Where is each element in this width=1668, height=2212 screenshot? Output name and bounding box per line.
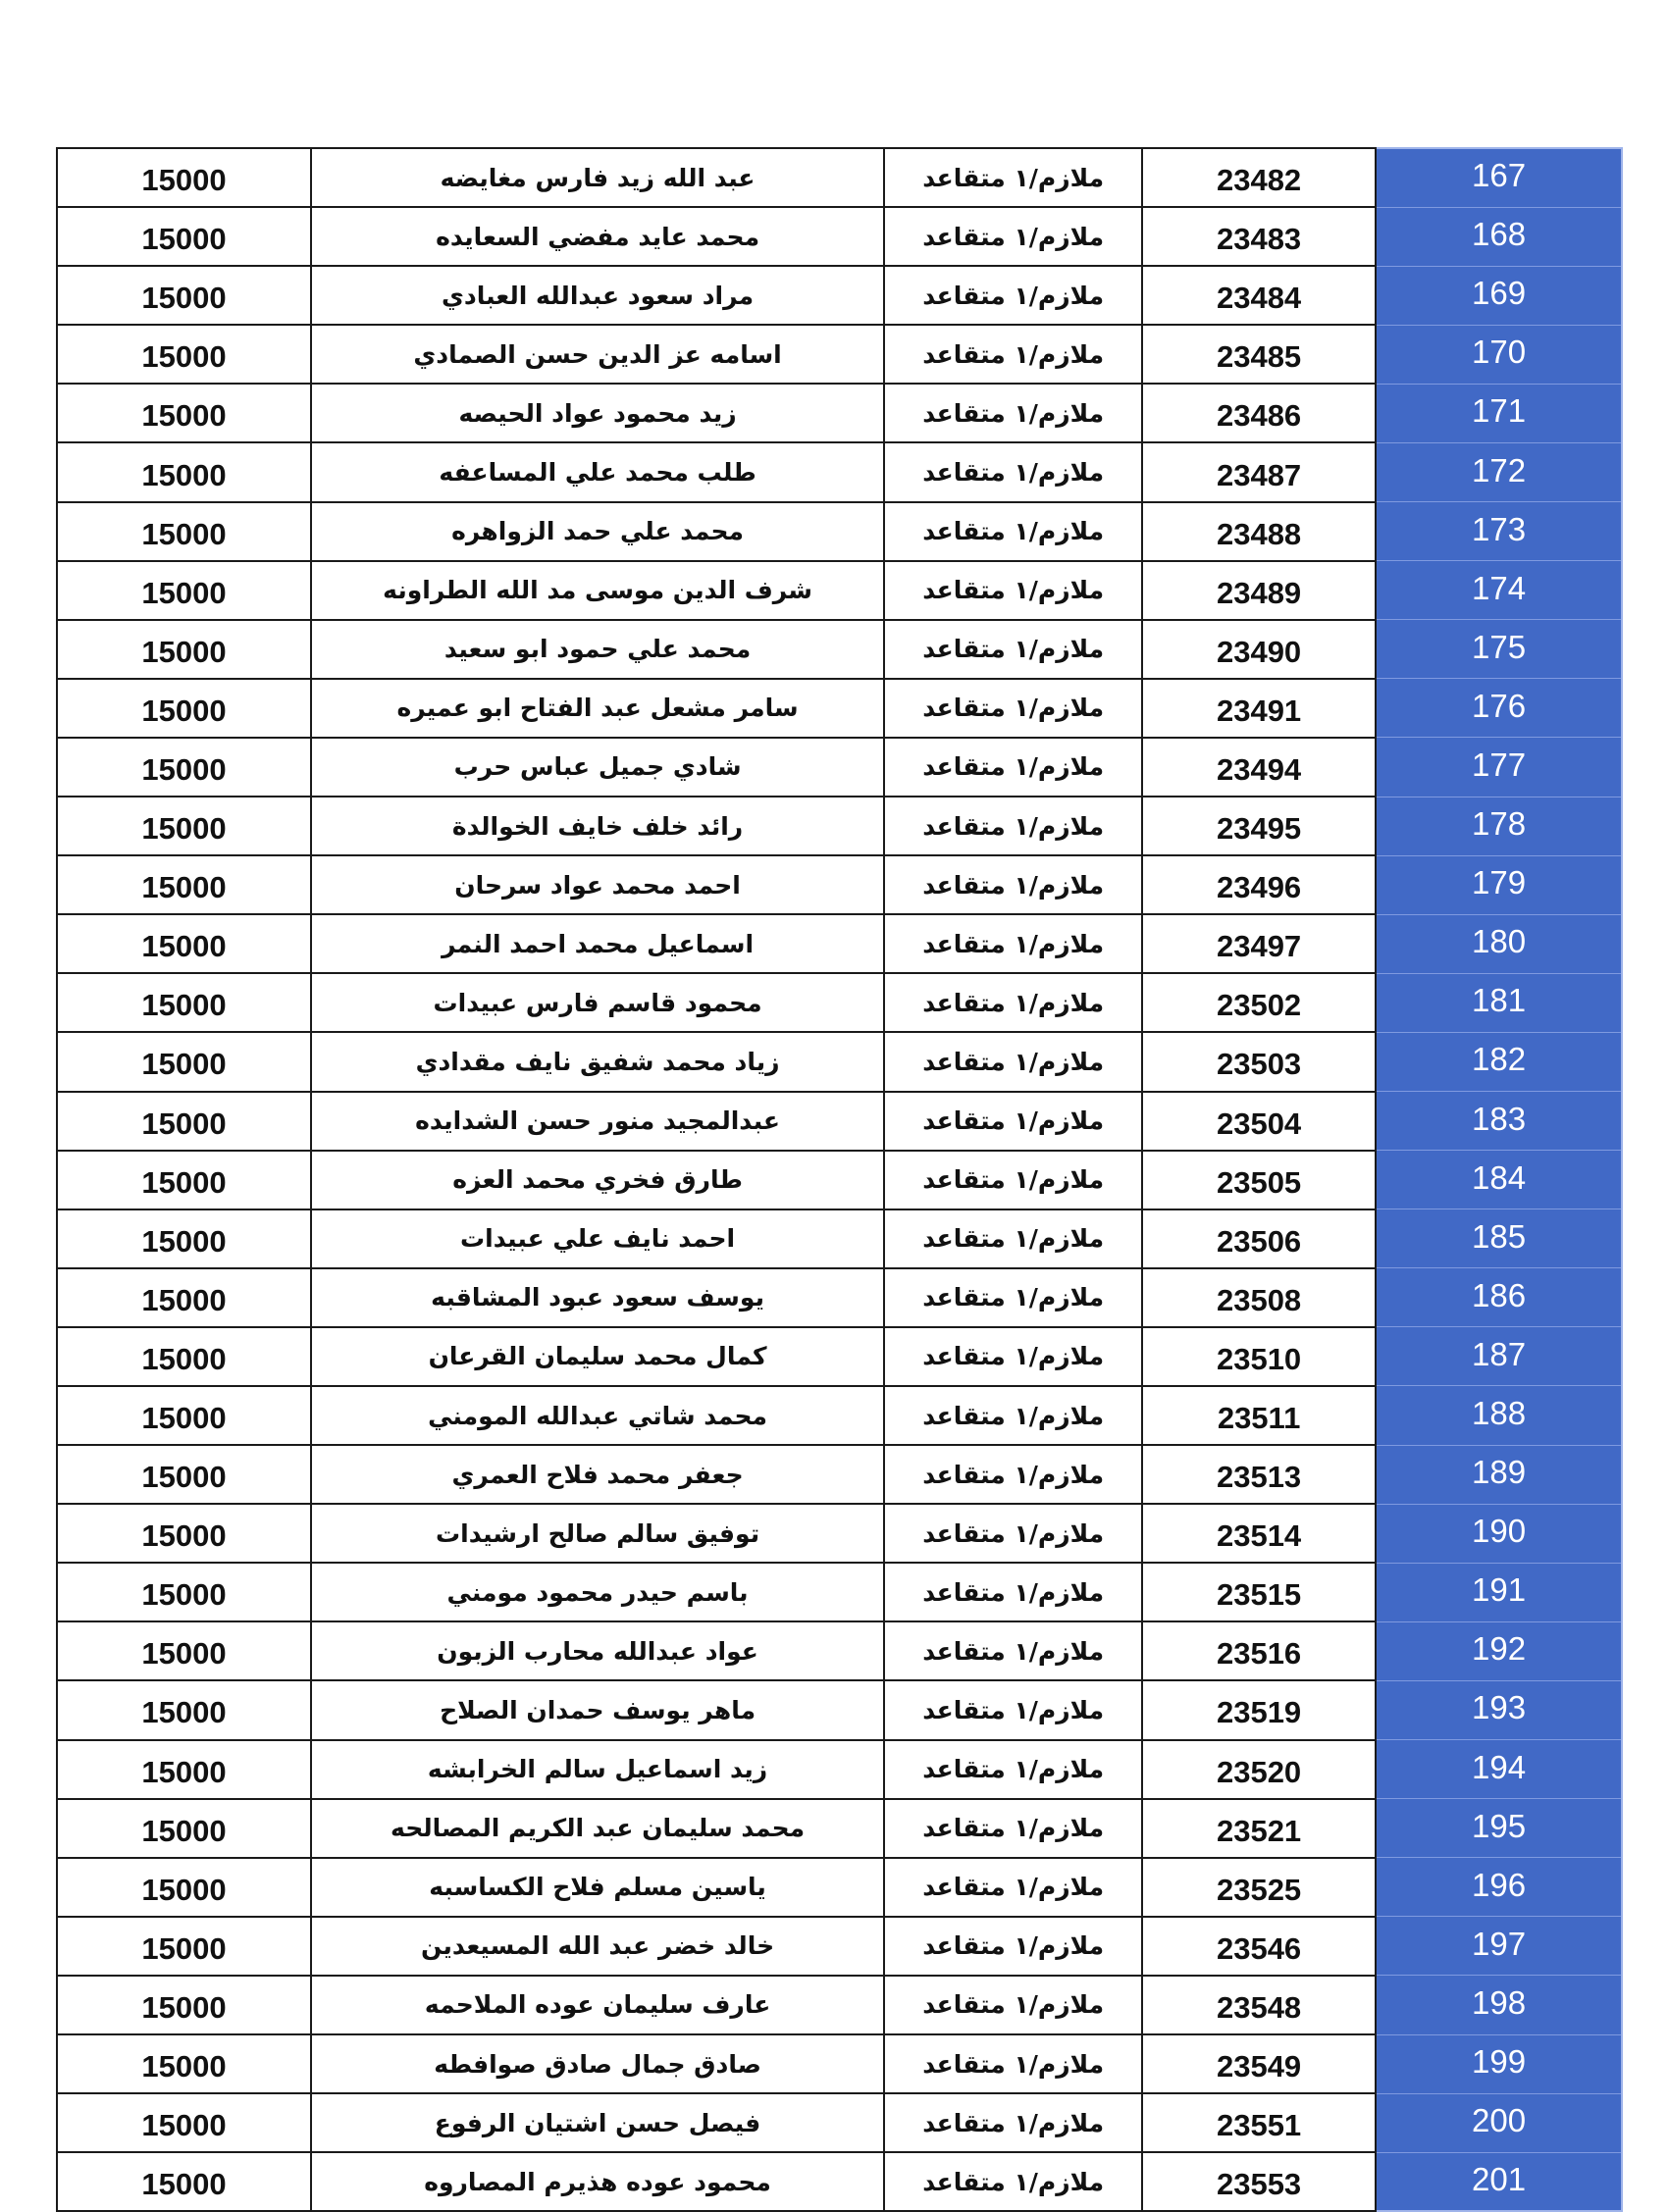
rank-cell: ملازم/١ متقاعد bbox=[884, 1563, 1142, 1621]
table-row bbox=[57, 1621, 1622, 1680]
name-cell: خالد خضر عبد الله المسيعدين bbox=[311, 1917, 884, 1976]
serial-number-cell: 186 bbox=[1376, 1268, 1622, 1327]
amount-cell: 15000 bbox=[57, 1327, 311, 1386]
pension-list-table bbox=[56, 147, 1623, 2212]
rank-cell: ملازم/١ متقاعد bbox=[884, 207, 1142, 266]
rank-cell: ملازم/١ متقاعد bbox=[884, 738, 1142, 797]
id-number-cell: 23504 bbox=[1142, 1092, 1376, 1151]
table-row bbox=[57, 855, 1622, 914]
amount-cell: 15000 bbox=[57, 973, 311, 1032]
rank-cell: ملازم/١ متقاعد bbox=[884, 442, 1142, 501]
table-row bbox=[57, 1504, 1622, 1563]
serial-number-cell: 180 bbox=[1376, 914, 1622, 973]
table-row bbox=[57, 442, 1622, 501]
name-cell: رائد خلف خايف الخوالدة bbox=[311, 797, 884, 855]
name-cell: صادق جمال صادق صوافطه bbox=[311, 2034, 884, 2093]
rank-cell: ملازم/١ متقاعد bbox=[884, 1799, 1142, 1858]
table-row bbox=[57, 1917, 1622, 1976]
amount-cell: 15000 bbox=[57, 855, 311, 914]
name-cell: طارق فخري محمد العزه bbox=[311, 1151, 884, 1209]
serial-number-cell: 177 bbox=[1376, 738, 1622, 797]
serial-number-cell: 184 bbox=[1376, 1151, 1622, 1209]
rank-cell: ملازم/١ متقاعد bbox=[884, 1740, 1142, 1799]
serial-number-cell: 181 bbox=[1376, 973, 1622, 1032]
serial-number-cell: 168 bbox=[1376, 207, 1622, 266]
table-row bbox=[57, 738, 1622, 797]
id-number-cell: 23489 bbox=[1142, 561, 1376, 620]
rank-cell: ملازم/١ متقاعد bbox=[884, 1858, 1142, 1917]
serial-number-cell: 178 bbox=[1376, 797, 1622, 855]
amount-cell: 15000 bbox=[57, 266, 311, 325]
amount-cell: 15000 bbox=[57, 442, 311, 501]
serial-number-cell: 173 bbox=[1376, 502, 1622, 561]
serial-number-cell: 200 bbox=[1376, 2093, 1622, 2152]
table-row bbox=[57, 914, 1622, 973]
name-cell: فيصل حسن اشتيان الرفوع bbox=[311, 2093, 884, 2152]
name-cell: مراد سعود عبدالله العبادي bbox=[311, 266, 884, 325]
amount-cell: 15000 bbox=[57, 1680, 311, 1739]
serial-number-cell: 189 bbox=[1376, 1445, 1622, 1504]
table-row bbox=[57, 1327, 1622, 1386]
name-cell: احمد نايف علي عبيدات bbox=[311, 1209, 884, 1268]
table-row bbox=[57, 266, 1622, 325]
rank-cell: ملازم/١ متقاعد bbox=[884, 1151, 1142, 1209]
table-row bbox=[57, 2152, 1622, 2211]
serial-number-cell: 197 bbox=[1376, 1917, 1622, 1976]
amount-cell: 15000 bbox=[57, 1032, 311, 1091]
name-cell: كمال محمد سليمان القرعان bbox=[311, 1327, 884, 1386]
id-number-cell: 23488 bbox=[1142, 502, 1376, 561]
amount-cell: 15000 bbox=[57, 797, 311, 855]
amount-cell: 15000 bbox=[57, 384, 311, 442]
name-cell: شادي جميل عباس حرب bbox=[311, 738, 884, 797]
rank-cell: ملازم/١ متقاعد bbox=[884, 384, 1142, 442]
table-row bbox=[57, 1151, 1622, 1209]
name-cell: سامر مشعل عبد الفتاح ابو عميره bbox=[311, 679, 884, 738]
amount-cell: 15000 bbox=[57, 914, 311, 973]
id-number-cell: 23491 bbox=[1142, 679, 1376, 738]
amount-cell: 15000 bbox=[57, 1563, 311, 1621]
amount-cell: 15000 bbox=[57, 502, 311, 561]
table-row bbox=[57, 797, 1622, 855]
amount-cell: 15000 bbox=[57, 207, 311, 266]
table-row bbox=[57, 207, 1622, 266]
amount-cell: 15000 bbox=[57, 1151, 311, 1209]
name-cell: عبد الله زيد فارس مغايضه bbox=[311, 148, 884, 207]
serial-number-cell: 182 bbox=[1376, 1032, 1622, 1091]
serial-number-cell: 167 bbox=[1376, 148, 1622, 207]
amount-cell: 15000 bbox=[57, 325, 311, 384]
id-number-cell: 23490 bbox=[1142, 620, 1376, 679]
rank-cell: ملازم/١ متقاعد bbox=[884, 1032, 1142, 1091]
id-number-cell: 23483 bbox=[1142, 207, 1376, 266]
name-cell: محمود قاسم فارس عبيدات bbox=[311, 973, 884, 1032]
serial-number-cell: 188 bbox=[1376, 1386, 1622, 1445]
rank-cell: ملازم/١ متقاعد bbox=[884, 1976, 1142, 2034]
table-row bbox=[57, 2034, 1622, 2093]
serial-number-cell: 194 bbox=[1376, 1740, 1622, 1799]
amount-cell: 15000 bbox=[57, 738, 311, 797]
id-number-cell: 23510 bbox=[1142, 1327, 1376, 1386]
amount-cell: 15000 bbox=[57, 1621, 311, 1680]
rank-cell: ملازم/١ متقاعد bbox=[884, 1209, 1142, 1268]
serial-number-cell: 192 bbox=[1376, 1621, 1622, 1680]
name-cell: محمد علي حمد الزواهره bbox=[311, 502, 884, 561]
serial-number-cell: 169 bbox=[1376, 266, 1622, 325]
amount-cell: 15000 bbox=[57, 679, 311, 738]
name-cell: عواد عبدالله محارب الزبون bbox=[311, 1621, 884, 1680]
table-row bbox=[57, 561, 1622, 620]
amount-cell: 15000 bbox=[57, 1799, 311, 1858]
rank-cell: ملازم/١ متقاعد bbox=[884, 1386, 1142, 1445]
rank-cell: ملازم/١ متقاعد bbox=[884, 502, 1142, 561]
serial-number-cell: 185 bbox=[1376, 1209, 1622, 1268]
serial-number-cell: 196 bbox=[1376, 1858, 1622, 1917]
serial-number-cell: 170 bbox=[1376, 325, 1622, 384]
name-cell: محمد شاتي عبدالله المومني bbox=[311, 1386, 884, 1445]
rank-cell: ملازم/١ متقاعد bbox=[884, 797, 1142, 855]
table-row bbox=[57, 1976, 1622, 2034]
id-number-cell: 23482 bbox=[1142, 148, 1376, 207]
rank-cell: ملازم/١ متقاعد bbox=[884, 2093, 1142, 2152]
amount-cell: 15000 bbox=[57, 1445, 311, 1504]
amount-cell: 15000 bbox=[57, 1858, 311, 1917]
id-number-cell: 23521 bbox=[1142, 1799, 1376, 1858]
amount-cell: 15000 bbox=[57, 1504, 311, 1563]
amount-cell: 15000 bbox=[57, 148, 311, 207]
table-row bbox=[57, 1858, 1622, 1917]
id-number-cell: 23551 bbox=[1142, 2093, 1376, 2152]
rank-cell: ملازم/١ متقاعد bbox=[884, 2152, 1142, 2211]
table-row bbox=[57, 1799, 1622, 1858]
id-number-cell: 23525 bbox=[1142, 1858, 1376, 1917]
id-number-cell: 23485 bbox=[1142, 325, 1376, 384]
serial-number-cell: 187 bbox=[1376, 1327, 1622, 1386]
serial-number-cell: 171 bbox=[1376, 384, 1622, 442]
table-row bbox=[57, 1209, 1622, 1268]
rank-cell: ملازم/١ متقاعد bbox=[884, 1680, 1142, 1739]
table-row bbox=[57, 620, 1622, 679]
rank-cell: ملازم/١ متقاعد bbox=[884, 266, 1142, 325]
name-cell: باسم حيدر محمود مومني bbox=[311, 1563, 884, 1621]
table-body bbox=[57, 148, 1622, 2211]
rank-cell: ملازم/١ متقاعد bbox=[884, 855, 1142, 914]
table-row bbox=[57, 502, 1622, 561]
amount-cell: 15000 bbox=[57, 1209, 311, 1268]
table-row bbox=[57, 1445, 1622, 1504]
name-cell: اسماعيل محمد احمد النمر bbox=[311, 914, 884, 973]
rank-cell: ملازم/١ متقاعد bbox=[884, 1268, 1142, 1327]
serial-number-cell: 199 bbox=[1376, 2034, 1622, 2093]
rank-cell: ملازم/١ متقاعد bbox=[884, 1092, 1142, 1151]
serial-number-cell: 175 bbox=[1376, 620, 1622, 679]
name-cell: جعفر محمد فلاح العمري bbox=[311, 1445, 884, 1504]
id-number-cell: 23494 bbox=[1142, 738, 1376, 797]
name-cell: احمد محمد عواد سرحان bbox=[311, 855, 884, 914]
name-cell: ياسين مسلم فلاح الكساسبه bbox=[311, 1858, 884, 1917]
rank-cell: ملازم/١ متقاعد bbox=[884, 561, 1142, 620]
id-number-cell: 23497 bbox=[1142, 914, 1376, 973]
amount-cell: 15000 bbox=[57, 1740, 311, 1799]
id-number-cell: 23486 bbox=[1142, 384, 1376, 442]
name-cell: محمد سليمان عبد الكريم المصالحه bbox=[311, 1799, 884, 1858]
serial-number-cell: 172 bbox=[1376, 442, 1622, 501]
id-number-cell: 23508 bbox=[1142, 1268, 1376, 1327]
table-row bbox=[57, 1032, 1622, 1091]
serial-number-cell: 195 bbox=[1376, 1799, 1622, 1858]
name-cell: محمد عايد مفضي السعايده bbox=[311, 207, 884, 266]
table-row bbox=[57, 679, 1622, 738]
serial-number-cell: 201 bbox=[1376, 2152, 1622, 2211]
table-row bbox=[57, 1680, 1622, 1739]
table-row bbox=[57, 1740, 1622, 1799]
id-number-cell: 23502 bbox=[1142, 973, 1376, 1032]
id-number-cell: 23505 bbox=[1142, 1151, 1376, 1209]
name-cell: عارف سليمان عوده الملاحمه bbox=[311, 1976, 884, 2034]
amount-cell: 15000 bbox=[57, 1386, 311, 1445]
name-cell: زياد محمد شفيق نايف مقدادي bbox=[311, 1032, 884, 1091]
id-number-cell: 23496 bbox=[1142, 855, 1376, 914]
table-row bbox=[57, 1386, 1622, 1445]
name-cell: اسامه عز الدين حسن الصمادي bbox=[311, 325, 884, 384]
name-cell: ماهر يوسف حمدان الصلاح bbox=[311, 1680, 884, 1739]
table-row bbox=[57, 1268, 1622, 1327]
amount-cell: 15000 bbox=[57, 1268, 311, 1327]
id-number-cell: 23516 bbox=[1142, 1621, 1376, 1680]
id-number-cell: 23548 bbox=[1142, 1976, 1376, 2034]
id-number-cell: 23520 bbox=[1142, 1740, 1376, 1799]
rank-cell: ملازم/١ متقاعد bbox=[884, 1445, 1142, 1504]
rank-cell: ملازم/١ متقاعد bbox=[884, 325, 1142, 384]
rank-cell: ملازم/١ متقاعد bbox=[884, 148, 1142, 207]
id-number-cell: 23519 bbox=[1142, 1680, 1376, 1739]
table-row bbox=[57, 973, 1622, 1032]
amount-cell: 15000 bbox=[57, 2093, 311, 2152]
name-cell: زيد محمود عواد الحيصه bbox=[311, 384, 884, 442]
serial-number-cell: 183 bbox=[1376, 1092, 1622, 1151]
amount-cell: 15000 bbox=[57, 1976, 311, 2034]
id-number-cell: 23515 bbox=[1142, 1563, 1376, 1621]
name-cell: محمود عوده هذيرم المصاروه bbox=[311, 2152, 884, 2211]
name-cell: شرف الدين موسى مد الله الطراونه bbox=[311, 561, 884, 620]
serial-number-cell: 198 bbox=[1376, 1976, 1622, 2034]
rank-cell: ملازم/١ متقاعد bbox=[884, 1504, 1142, 1563]
serial-number-cell: 179 bbox=[1376, 855, 1622, 914]
rank-cell: ملازم/١ متقاعد bbox=[884, 679, 1142, 738]
amount-cell: 15000 bbox=[57, 1092, 311, 1151]
id-number-cell: 23484 bbox=[1142, 266, 1376, 325]
amount-cell: 15000 bbox=[57, 2152, 311, 2211]
name-cell: يوسف سعود عبود المشاقبه bbox=[311, 1268, 884, 1327]
id-number-cell: 23549 bbox=[1142, 2034, 1376, 2093]
id-number-cell: 23514 bbox=[1142, 1504, 1376, 1563]
amount-cell: 15000 bbox=[57, 1917, 311, 1976]
id-number-cell: 23487 bbox=[1142, 442, 1376, 501]
rank-cell: ملازم/١ متقاعد bbox=[884, 1621, 1142, 1680]
amount-cell: 15000 bbox=[57, 620, 311, 679]
name-cell: عبدالمجيد منور حسن الشدايده bbox=[311, 1092, 884, 1151]
table-row bbox=[57, 2093, 1622, 2152]
rank-cell: ملازم/١ متقاعد bbox=[884, 2034, 1142, 2093]
amount-cell: 15000 bbox=[57, 561, 311, 620]
serial-number-cell: 190 bbox=[1376, 1504, 1622, 1563]
serial-number-cell: 174 bbox=[1376, 561, 1622, 620]
rank-cell: ملازم/١ متقاعد bbox=[884, 1327, 1142, 1386]
id-number-cell: 23503 bbox=[1142, 1032, 1376, 1091]
rank-cell: ملازم/١ متقاعد bbox=[884, 620, 1142, 679]
name-cell: محمد علي حمود ابو سعيد bbox=[311, 620, 884, 679]
table-row bbox=[57, 384, 1622, 442]
rank-cell: ملازم/١ متقاعد bbox=[884, 973, 1142, 1032]
id-number-cell: 23513 bbox=[1142, 1445, 1376, 1504]
amount-cell: 15000 bbox=[57, 2034, 311, 2093]
table-row bbox=[57, 1092, 1622, 1151]
table-row bbox=[57, 325, 1622, 384]
id-number-cell: 23511 bbox=[1142, 1386, 1376, 1445]
id-number-cell: 23553 bbox=[1142, 2152, 1376, 2211]
table-row bbox=[57, 148, 1622, 207]
id-number-cell: 23506 bbox=[1142, 1209, 1376, 1268]
serial-number-cell: 193 bbox=[1376, 1680, 1622, 1739]
name-cell: توفيق سالم صالح ارشيدات bbox=[311, 1504, 884, 1563]
id-number-cell: 23495 bbox=[1142, 797, 1376, 855]
table-row bbox=[57, 1563, 1622, 1621]
serial-number-cell: 176 bbox=[1376, 679, 1622, 738]
serial-number-cell: 191 bbox=[1376, 1563, 1622, 1621]
rank-cell: ملازم/١ متقاعد bbox=[884, 914, 1142, 973]
name-cell: زيد اسماعيل سالم الخرابشه bbox=[311, 1740, 884, 1799]
id-number-cell: 23546 bbox=[1142, 1917, 1376, 1976]
rank-cell: ملازم/١ متقاعد bbox=[884, 1917, 1142, 1976]
name-cell: طلب محمد علي المساعفه bbox=[311, 442, 884, 501]
